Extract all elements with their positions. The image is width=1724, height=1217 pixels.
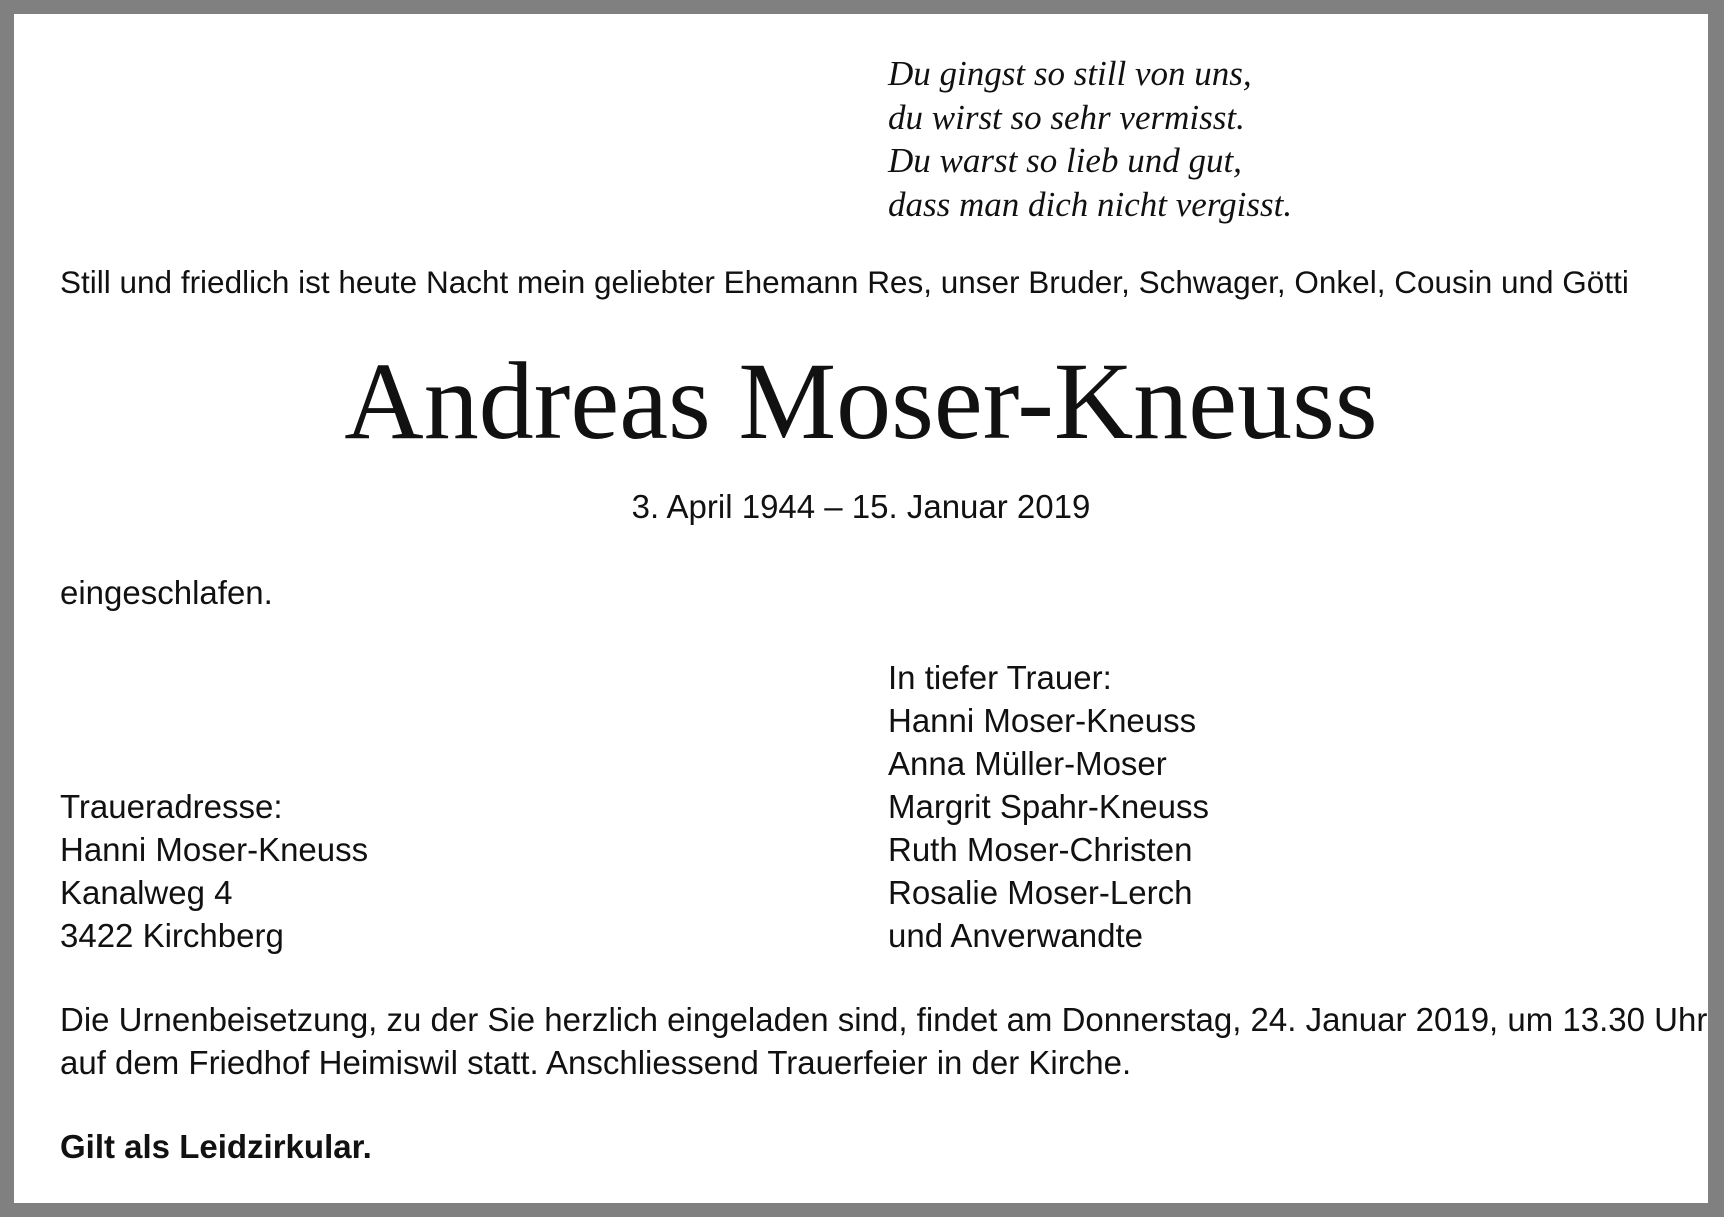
mourning-address [60,785,368,957]
deceased-name: Andreas Moser-Kneuss [344,340,1378,462]
mourners-list [888,656,1209,957]
mourner-name: Margrit Spahr-Kneuss [888,788,1209,825]
intro-text: Still und friedlich ist heute Nacht mein geliebter Ehemann Res, unser Bruder, Schwager, Onkel, Cousin und Götti [60,264,1629,300]
ceremony-line: auf dem Friedhof Heimiswil statt. Anschliessend Trauerfeier in der Kirche. [60,1044,1132,1081]
poem-line: Du gingst so still von uns, [888,54,1252,93]
poem-line: dass man dich nicht vergisst. [888,184,1293,224]
mourners-heading: In tiefer Trauer: [888,659,1112,696]
address-street: Kanalweg 4 [60,874,233,911]
mourner-name: Rosalie Moser-Lerch [888,874,1193,911]
mourner-name: und Anverwandte [888,917,1144,954]
life-dates: 3. April 1944 – 15. Januar 2019 [631,488,1091,525]
address-name: Hanni Moser-Kneuss [60,831,369,868]
poem-line: Du warst so lieb und gut, [888,141,1242,180]
ceremony-line: Die Urnenbeisetzung, zu der Sie herzlich eingeladen sind, findet am Donnerstag, 24. Januar 2019, um 13.30 Uhr [60,1001,1708,1038]
ceremony-info [60,998,1708,1084]
address-heading: Traueradresse: [60,788,283,825]
mourner-name: Ruth Moser-Christen [888,831,1193,868]
circular-note: Gilt als Leidzirkular. [60,1128,372,1165]
obituary-page [14,14,1708,1203]
address-city: 3422 Kirchberg [60,917,284,954]
memorial-poem [888,52,1292,226]
mourner-name: Anna Müller-Moser [888,745,1167,782]
poem-line: du wirst so sehr vermisst. [888,97,1245,137]
passed-text: eingeschlafen. [60,574,273,611]
mourner-name: Hanni Moser-Kneuss [888,702,1197,739]
